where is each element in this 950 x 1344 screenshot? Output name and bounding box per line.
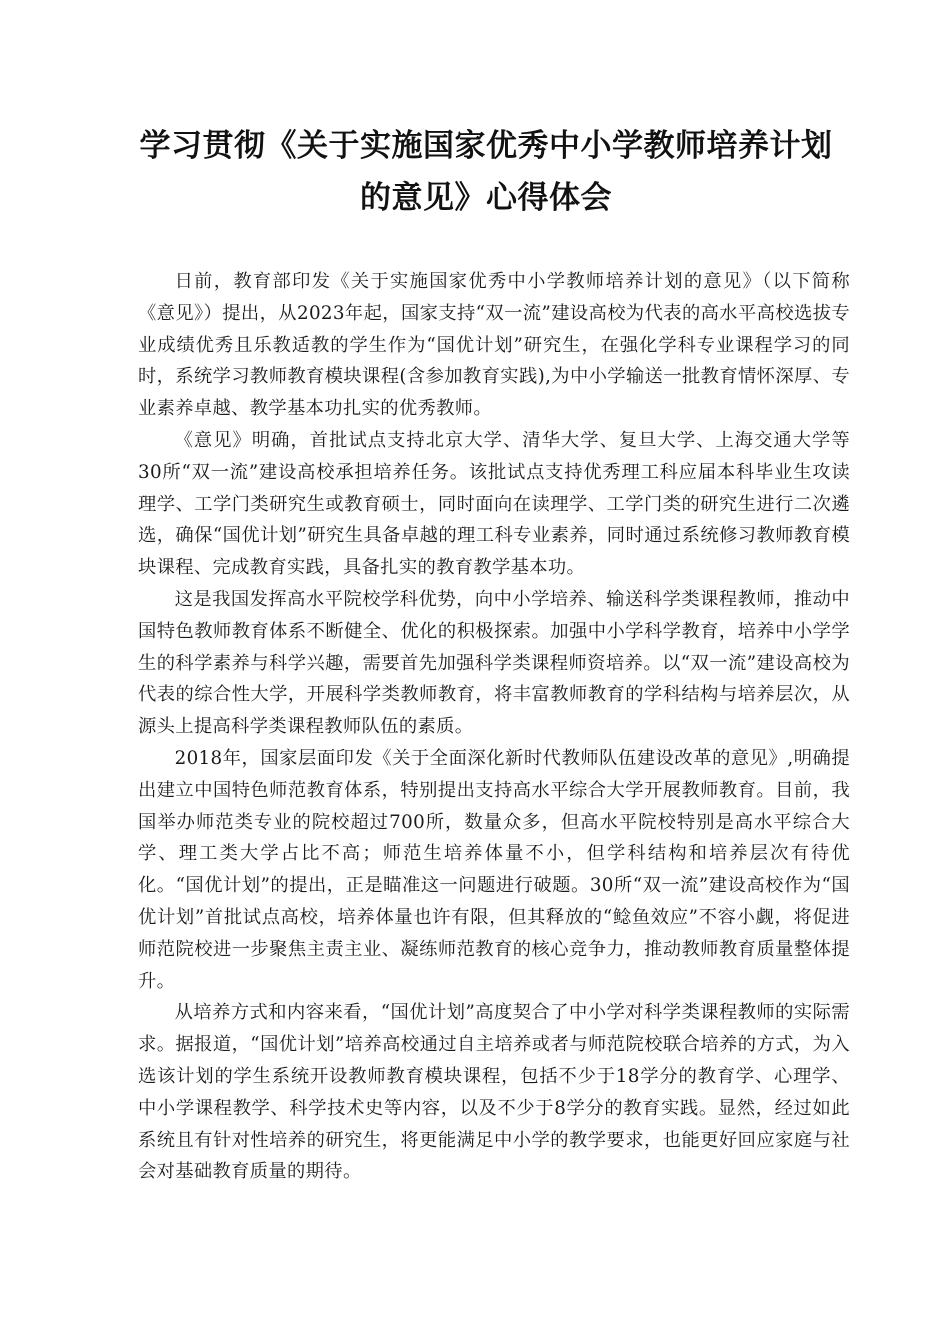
paragraph-4: 2018年，国家层面印发《关于全面深化新时代教师队伍建设改革的意见》,明确提出建立中国特色师范教育体系，特别提出支持高水平综合大学开展教师教育。目前，我国举办师范类专业的院校超过700所，数量众多，但高水平院校特别是高水平综合大学、理工类大学占比不高；师范生培养体量不小，但学科结构和培养层次有待优化。“国优计划”的提出，正是瞄准这一问题进行破题。30所“双一流”建设高校作为“国优计划”首批试点高校，培养体量也许有限，但其释放的“鲶鱼效应”不容小觑，将促进师范院校进一步聚焦主责主业、凝练师范教育的核心竞争力，推动教师教育质量整体提升。 [138, 747, 850, 992]
document-title: 学习贯彻《关于实施国家优秀中小学教师培养计划的意见》心得体会 [139, 128, 833, 216]
paragraph-5: 从培养方式和内容来看，“国优计划”高度契合了中小学对科学类课程教师的实际需求。据报道，“国优计划”培养高校通过自主培养或者与师范院校联合培养的方式，为入选该计划的学生系统开设教师教育模块课程，包括不少于18学分的教育学、心理学、中小学课程教学、科学技术史等内容，以及不少于8学分的教育实践。显然，经过如此系统且有针对性培养的研究生，将更能满足中小学的教学要求，也能更好回应家庭与社会对基础教育质量的期待。 [138, 1002, 850, 1183]
paragraph-3: 这是我国发挥高水平院校学科优势，向中小学培养、输送科学类课程教师，推动中国特色教师教育体系不断健全、优化的积极探索。加强中小学科学教育，培养中小学学生的科学素养与科学兴趣，需要首先加强科学类课程师资培养。以“双一流”建设高校为代表的综合性大学，开展科学类教师教育，将丰富教师教育的学科结构与培养层次，从源头上提高科学类课程教师队伍的素质。 [138, 588, 850, 738]
paragraph-1: 日前，教育部印发《关于实施国家优秀中小学教师培养计划的意见》（以下简称《意见》）提出，从2023年起，国家支持“双一流”建设高校为代表的高水平高校选拔专业成绩优秀且乐教适教的学生作为“国优计划”研究生，在强化学科专业课程学习的同时，系统学习教师教育模块课程(含参加教育实践),为中小学输送一批教育情怀深厚、专业素养卓越、教学基本功扎实的优秀教师。 [138, 271, 850, 420]
document-body [138, 266, 850, 1188]
paragraph-2: 《意见》明确，首批试点支持北京大学、清华大学、复旦大学、上海交通大学等30所“双一流”建设高校承担培养任务。该批试点支持优秀理工科应届本科毕业生攻读理学、工学门类研究生或教育硕士，同时面向在读理学、工学门类的研究生进行二次遴选，确保“国优计划”研究生具备卓越的理工科专业素养，同时通过系统修习教师教育模块课程、完成教育实践，具备扎实的教育教学基本功。 [138, 429, 850, 579]
